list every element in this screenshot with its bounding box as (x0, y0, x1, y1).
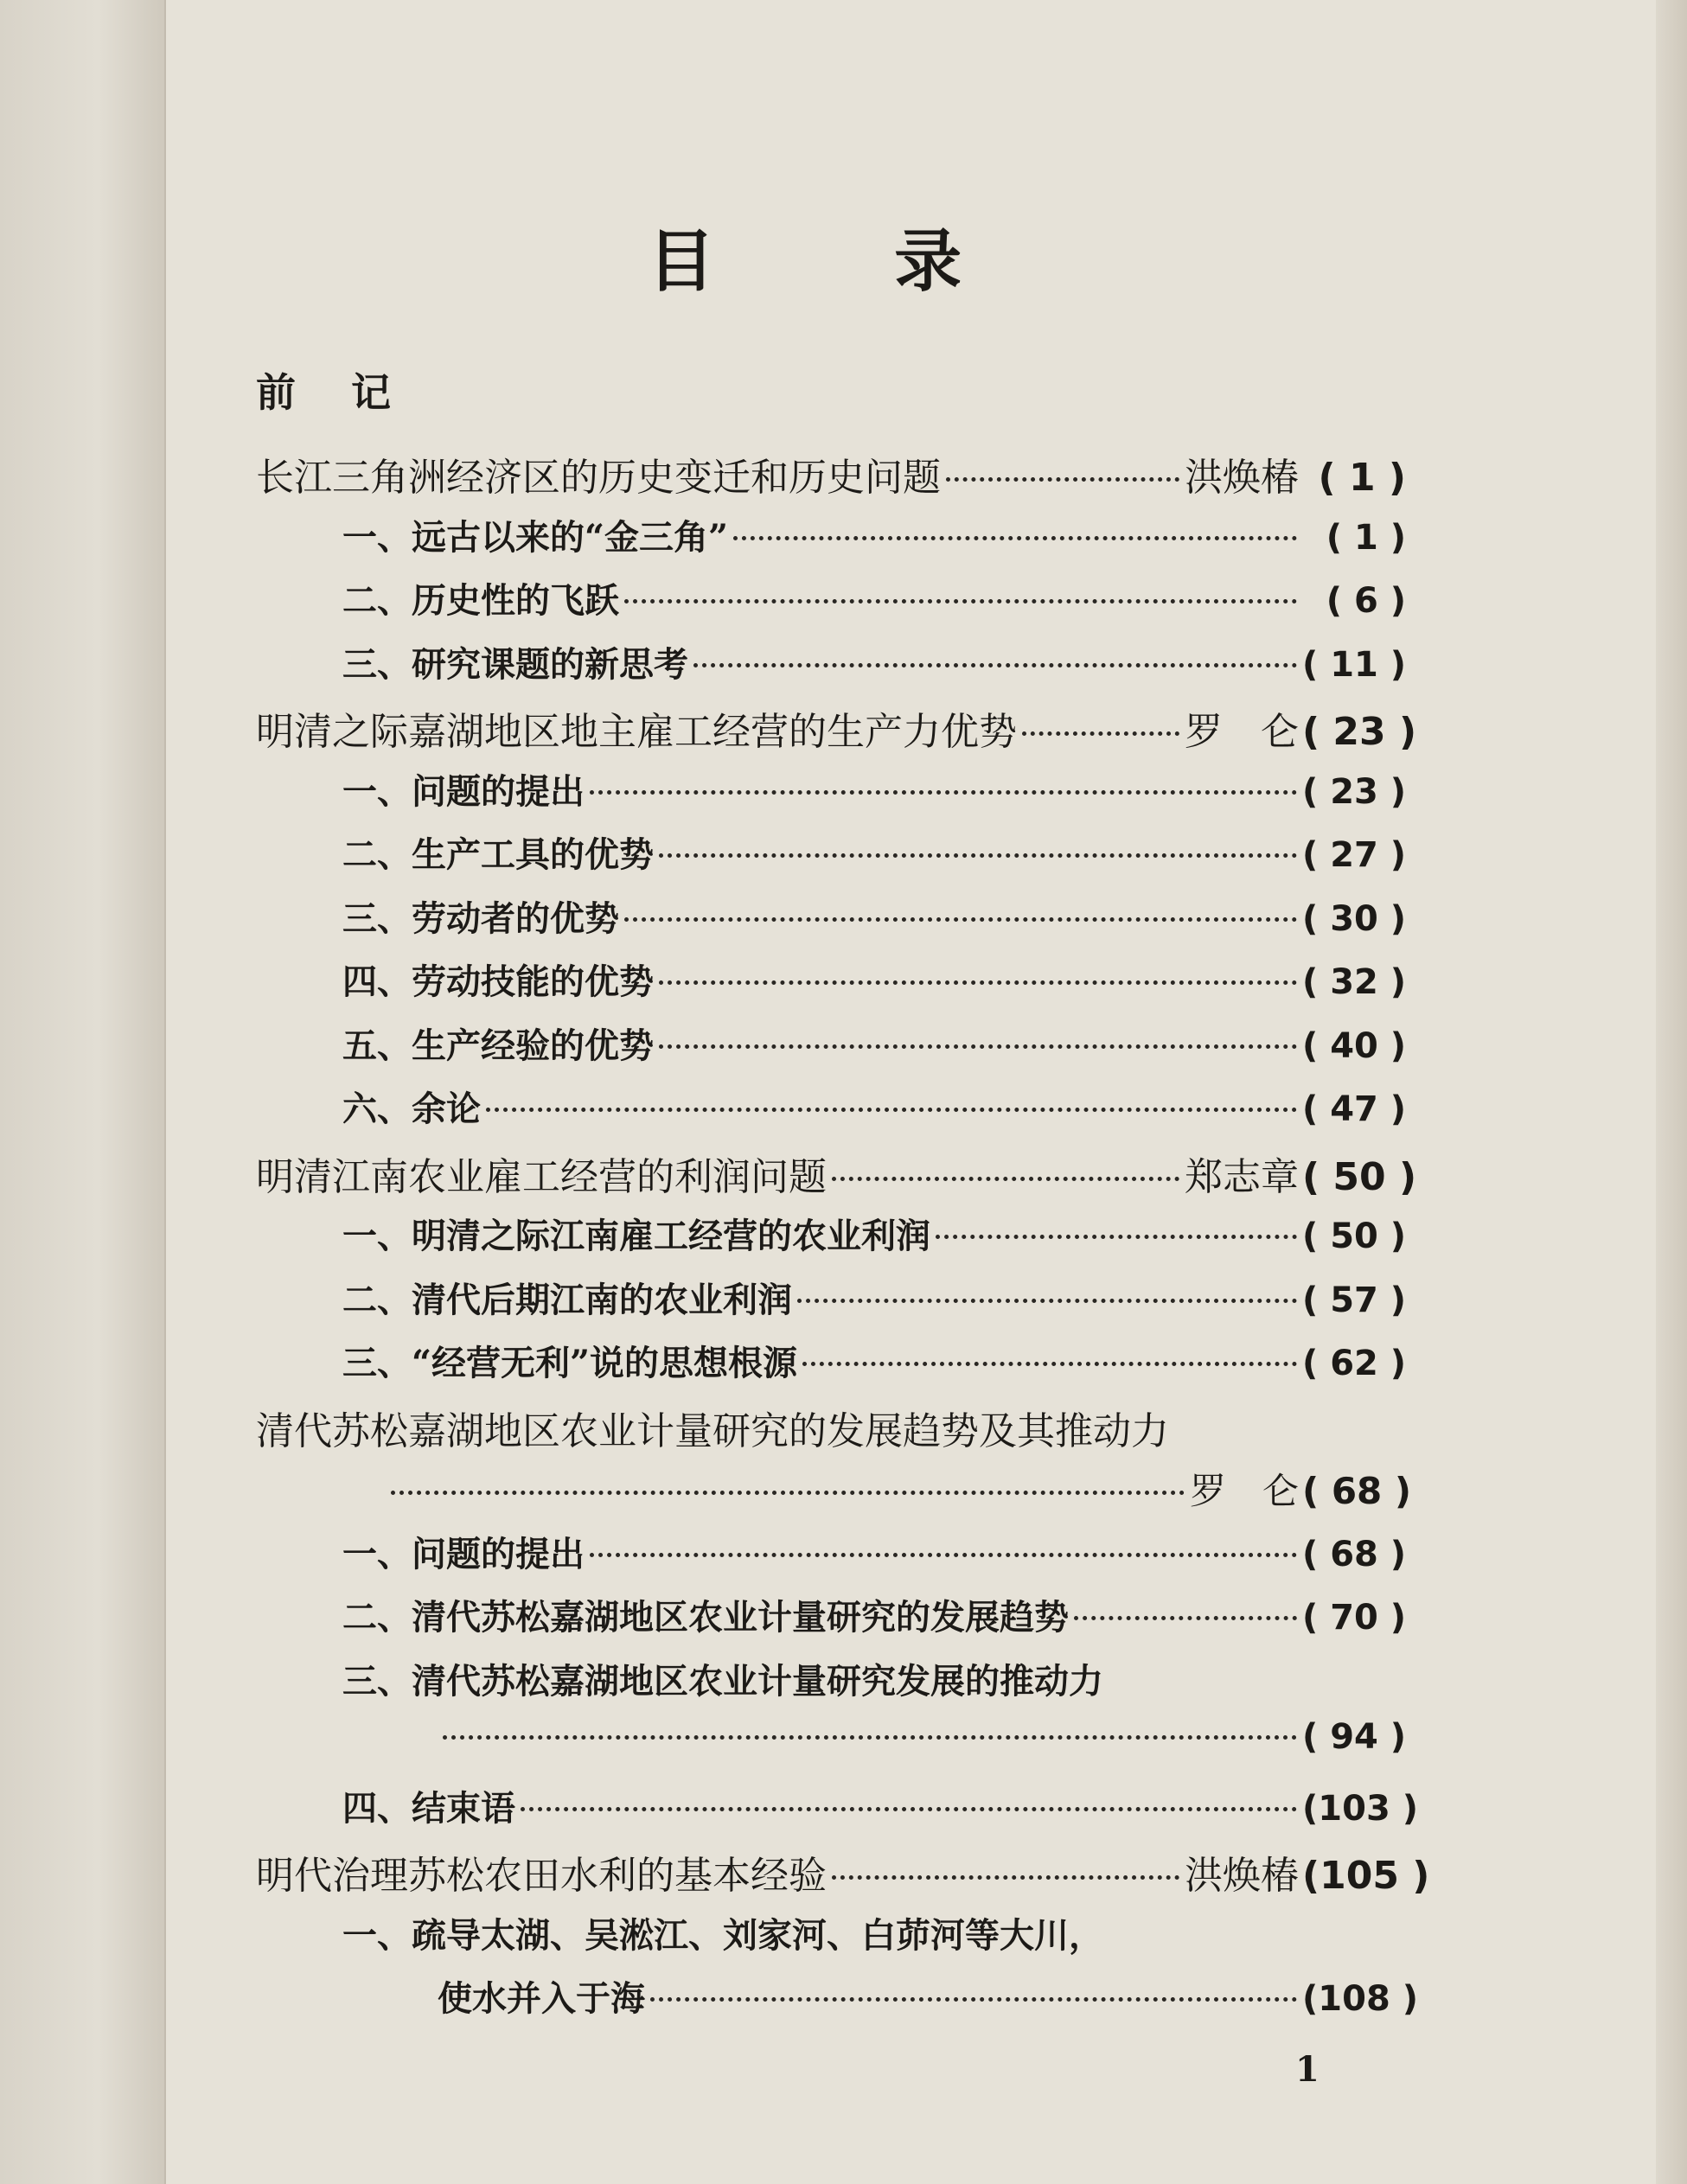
entry-page: ( 57 ) (1302, 1280, 1407, 1320)
entry-page: ( 68 ) (1302, 1470, 1412, 1512)
toc-chapter-entry (256, 700, 1417, 764)
dot-leader (802, 1362, 1297, 1366)
entry-title: 一、疏导太湖、吴淞江、刘家河、白茆河等大川， (342, 1914, 1103, 1956)
dot-leader (521, 1807, 1297, 1811)
dot-leader (797, 1299, 1297, 1303)
entry-title: 三、研究课题的新思考 (342, 643, 688, 685)
entry-page: ( 11 ) (1302, 644, 1407, 685)
entry-page: ( 70 ) (1302, 1598, 1407, 1638)
page-right-edge (1656, 0, 1687, 2184)
toc-section-entry (256, 637, 1406, 701)
toc-section-entry (256, 1527, 1406, 1591)
entry-page: ( 6 ) (1326, 581, 1406, 621)
dot-leader (733, 536, 1297, 540)
dot-leader (659, 980, 1297, 985)
page-title: 目 录 (647, 223, 1040, 301)
entry-page: ( 50 ) (1302, 1217, 1407, 1256)
dot-leader (659, 853, 1297, 858)
entry-title: 四、劳动技能的优势 (342, 961, 654, 1002)
toc-section-entry (256, 764, 1406, 828)
entry-title: 二、清代苏松嘉湖地区农业计量研究的发展趋势 (342, 1597, 1069, 1638)
entry-page: (105 ) (1302, 1854, 1430, 1898)
entry-page: ( 40 ) (1302, 1025, 1407, 1066)
entry-title: 一、问题的提出 (342, 1533, 585, 1574)
toc-section-entry (256, 1908, 1406, 1972)
entry-title: 长江三角洲经济区的历史变迁和历史问题 (256, 456, 941, 500)
toc-section-entry (256, 1971, 1418, 2035)
entry-title: 清代苏松嘉湖地区农业计量研究的发展趋势及其推动力 (256, 1408, 1169, 1453)
entry-page: ( 23 ) (1302, 771, 1407, 812)
dot-leader (624, 917, 1297, 922)
toc-section-entry (256, 827, 1406, 891)
entry-page: ( 62 ) (1302, 1344, 1407, 1383)
entry-page: ( 30 ) (1302, 898, 1407, 939)
entry-title: 二、生产工具的优势 (342, 834, 654, 875)
dot-leader (650, 1997, 1297, 2002)
entry-page: ( 68 ) (1302, 1534, 1407, 1574)
dot-leader (391, 1491, 1185, 1495)
dot-leader (936, 1235, 1297, 1239)
entry-author: 洪焕椿 (1185, 456, 1299, 500)
entry-title: 三、劳动者的优势 (342, 897, 619, 939)
entry-page: ( 1 ) (1326, 517, 1406, 558)
entry-title: 使水并入于海 (438, 1978, 645, 2019)
entry-author: 罗 仑 (1189, 1470, 1299, 1512)
dot-leader (443, 1735, 1297, 1740)
entry-author: 洪焕椿 (1185, 1854, 1299, 1898)
entry-page: ( 32 ) (1302, 962, 1407, 1002)
toc-section-entry (256, 1463, 1412, 1527)
dot-leader (624, 599, 1297, 603)
entry-page: ( 27 ) (1302, 835, 1407, 875)
entry-title: 一、明清之际江南雇工经营的农业利润 (342, 1216, 930, 1256)
entry-page: ( 94 ) (1302, 1717, 1407, 1757)
entry-title: 四、结束语 (342, 1787, 515, 1829)
entry-title: 五、生产经验的优势 (342, 1025, 654, 1066)
dot-leader (590, 1553, 1297, 1557)
entry-page: ( 47 ) (1302, 1089, 1407, 1129)
toc-section-entry (256, 1082, 1406, 1146)
entry-title: 六、余论 (342, 1089, 481, 1129)
entry-page: ( 50 ) (1302, 1154, 1417, 1199)
entry-page: (103 ) (1302, 1788, 1418, 1829)
dot-leader (832, 1177, 1179, 1181)
page-number: 1 (1295, 2049, 1320, 2090)
toc-chapter-entry (256, 1844, 1430, 1908)
toc-section-entry (256, 1019, 1406, 1082)
entry-title: 二、历史性的飞跃 (342, 580, 619, 621)
foreword-heading: 前 记 (256, 369, 412, 416)
entry-title: 三、清代苏松嘉湖地区农业计量研究发展的推动力 (342, 1660, 1103, 1702)
toc-section-entry (256, 1717, 1406, 1781)
dot-leader (590, 790, 1297, 795)
entry-title: 一、远古以来的“金三角” (342, 516, 729, 558)
toc-section-entry (256, 1781, 1418, 1845)
dot-leader (1074, 1616, 1297, 1620)
toc-chapter-entry (256, 446, 1406, 510)
entry-author: 郑志章 (1185, 1154, 1299, 1199)
toc-section-entry (256, 510, 1406, 574)
entry-title: 一、问题的提出 (342, 770, 585, 812)
entry-author: 罗 仑 (1185, 710, 1299, 754)
toc-section-entry (256, 1336, 1406, 1400)
dot-leader (659, 1044, 1297, 1049)
toc-section-entry (256, 1209, 1406, 1273)
dot-leader (1022, 731, 1179, 736)
entry-page: ( 23 ) (1302, 710, 1417, 754)
entry-page: ( 1 ) (1318, 456, 1406, 500)
dot-leader (693, 663, 1297, 667)
toc-section-entry (256, 955, 1406, 1019)
entry-title: 明代治理苏松农田水利的基本经验 (256, 1854, 827, 1898)
entry-title: 三、“经营无利”说的思想根源 (342, 1343, 798, 1383)
table-of-contents (256, 446, 1430, 2035)
dot-leader (486, 1108, 1297, 1112)
toc-chapter-entry (256, 1400, 1406, 1464)
toc-section-entry (256, 891, 1406, 955)
toc-section-entry (256, 573, 1406, 637)
dot-leader (946, 477, 1179, 482)
entry-title: 明清之际嘉湖地区地主雇工经营的生产力优势 (256, 710, 1017, 754)
entry-title: 明清江南农业雇工经营的利润问题 (256, 1154, 827, 1199)
toc-section-entry (256, 1273, 1406, 1337)
toc-section-entry (256, 1590, 1406, 1654)
entry-title: 二、清代后期江南的农业利润 (342, 1279, 792, 1320)
toc-section-entry (256, 1654, 1406, 1718)
toc-chapter-entry (256, 1146, 1417, 1210)
entry-page: (108 ) (1302, 1979, 1418, 2019)
dot-leader (832, 1875, 1179, 1880)
previous-page-spine (0, 0, 166, 2184)
